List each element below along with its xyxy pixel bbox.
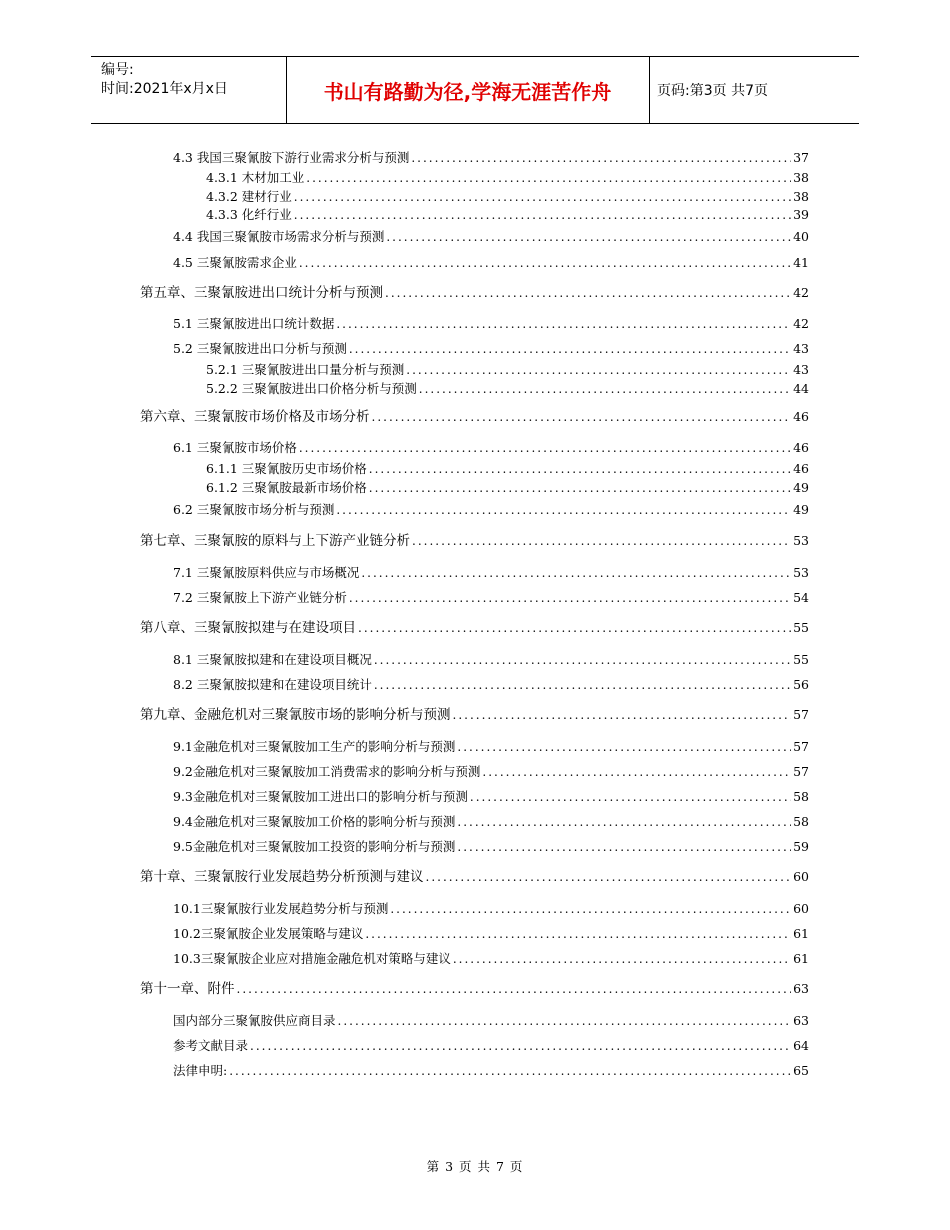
toc-entry-title: 4.4 我国三聚氰胺市场需求分析与预测 (173, 229, 385, 244)
toc-leader-dots (299, 440, 791, 456)
toc-entry-page: 46 (793, 409, 809, 424)
toc-entry-title: 10.3三聚氰胺企业应对措施金融危机对策略与建议 (173, 951, 451, 966)
toc-entry-page: 38 (793, 170, 809, 185)
toc-entry[interactable] (173, 901, 809, 917)
toc-entry-page: 63 (793, 981, 809, 996)
toc-entry-page: 46 (793, 440, 809, 455)
toc-entry-title: 5.2.1 三聚氰胺进出口量分析与预测 (206, 362, 405, 377)
toc-leader-dots (457, 814, 791, 830)
toc-entry[interactable] (173, 839, 809, 855)
toc-leader-dots (237, 981, 792, 997)
toc-entry-page: 41 (793, 255, 809, 270)
toc-chapter-entry[interactable] (140, 981, 809, 997)
toc-entry-page: 63 (793, 1013, 809, 1028)
toc-entry-title: 第六章、三聚氰胺市场价格及市场分析 (140, 409, 370, 425)
toc-leader-dots (365, 926, 791, 942)
toc-entry-title: 4.5 三聚氰胺需求企业 (173, 255, 297, 270)
toc-chapter-entry[interactable] (140, 869, 809, 885)
toc-entry[interactable] (173, 565, 809, 581)
toc-entry-page: 60 (793, 869, 809, 884)
toc-leader-dots (369, 461, 791, 477)
toc-entry-page: 53 (793, 565, 809, 580)
toc-entry-page: 44 (793, 381, 809, 396)
toc-entry-page: 49 (793, 480, 809, 495)
toc-leader-dots (349, 341, 791, 357)
toc-entry-title: 6.1.2 三聚氰胺最新市场价格 (206, 480, 367, 495)
toc-entry-title: 法律申明: (173, 1063, 228, 1078)
toc-entry-title: 第十一章、附件 (140, 981, 235, 997)
toc-entry-page: 37 (793, 150, 809, 165)
toc-entry-page: 38 (793, 189, 809, 204)
toc-entry-page: 54 (793, 590, 809, 605)
toc-entry-title: 5.1 三聚氰胺进出口统计数据 (173, 316, 335, 331)
toc-entry-title: 第八章、三聚氰胺拟建与在建设项目 (140, 620, 356, 636)
toc-leader-dots (406, 362, 791, 378)
toc-entry-title: 5.2.2 三聚氰胺进出口价格分析与预测 (206, 381, 417, 396)
toc-entry-page: 43 (793, 362, 809, 377)
toc-chapter-entry[interactable] (140, 285, 809, 301)
toc-entry-title: 第九章、金融危机对三聚氰胺市场的影响分析与预测 (140, 707, 451, 723)
toc-leader-dots (338, 1013, 792, 1029)
toc-entry[interactable] (173, 652, 809, 668)
toc-entry-title: 6.1.1 三聚氰胺历史市场价格 (206, 461, 367, 476)
toc-entry-title: 9.5金融危机对三聚氰胺加工投资的影响分析与预测 (173, 839, 456, 854)
toc-entry-page: 49 (793, 502, 809, 517)
toc-entry[interactable] (173, 316, 809, 332)
toc-chapter-entry[interactable] (140, 533, 809, 549)
toc-entry[interactable] (173, 789, 809, 805)
toc-chapter-entry[interactable] (140, 620, 809, 636)
toc-entry[interactable] (173, 1063, 809, 1079)
toc-entry[interactable] (173, 1013, 809, 1029)
toc-entry-page: 59 (793, 839, 809, 854)
toc-entry-title: 9.1金融危机对三聚氰胺加工生产的影响分析与预测 (173, 739, 456, 754)
toc-entry-title: 第七章、三聚氰胺的原料与上下游产业链分析 (140, 533, 410, 549)
toc-leader-dots (349, 590, 791, 606)
toc-entry-page: 46 (793, 461, 809, 476)
toc-entry-page: 42 (793, 285, 809, 300)
toc-entry-page: 42 (793, 316, 809, 331)
toc-entry-title: 10.1三聚氰胺行业发展趋势分析与预测 (173, 901, 389, 916)
toc-leader-dots (250, 1038, 791, 1054)
toc-entry-page: 64 (793, 1038, 809, 1053)
toc-entry-page: 65 (793, 1063, 809, 1078)
toc-entry-title: 6.1 三聚氰胺市场价格 (173, 440, 297, 455)
toc-entry[interactable] (206, 461, 809, 477)
toc-entry-title: 9.4金融危机对三聚氰胺加工价格的影响分析与预测 (173, 814, 456, 829)
toc-entry-page: 39 (793, 207, 809, 222)
toc-entry-page: 56 (793, 677, 809, 692)
toc-entry-page: 43 (793, 341, 809, 356)
toc-leader-dots (411, 150, 791, 166)
toc-entry-title: 9.2金融危机对三聚氰胺加工消费需求的影响分析与预测 (173, 764, 481, 779)
toc-entry-title: 参考文献目录 (173, 1038, 249, 1053)
toc-entry-page: 53 (793, 533, 809, 548)
toc-entry-title: 6.2 三聚氰胺市场分析与预测 (173, 502, 335, 517)
toc-leader-dots (390, 901, 791, 917)
toc-entry-page: 57 (793, 707, 809, 722)
toc-leader-dots (453, 707, 792, 723)
document-number-label: 编号: (101, 62, 134, 78)
toc-leader-dots (374, 677, 791, 693)
toc-entry[interactable] (173, 764, 809, 780)
toc-entry-title: 8.2 三聚氰胺拟建和在建设项目统计 (173, 677, 372, 692)
toc-leader-dots (412, 533, 791, 549)
toc-entry[interactable] (173, 739, 809, 755)
toc-entry-title: 第五章、三聚氰胺进出口统计分析与预测 (140, 285, 383, 301)
toc-entry-page: 60 (793, 901, 809, 916)
toc-entry-title: 9.3金融危机对三聚氰胺加工进出口的影响分析与预测 (173, 789, 468, 804)
toc-leader-dots (358, 620, 791, 636)
toc-entry[interactable] (173, 255, 809, 271)
toc-entry[interactable] (173, 926, 809, 942)
toc-entry[interactable] (206, 170, 809, 186)
toc-leader-dots (470, 789, 791, 805)
toc-entry[interactable] (206, 480, 809, 496)
toc-leader-dots (457, 839, 791, 855)
toc-entry-title: 国内部分三聚氰胺供应商目录 (173, 1013, 336, 1028)
toc-leader-dots (457, 739, 791, 755)
toc-entry[interactable] (173, 229, 809, 245)
toc-entry-title: 4.3.1 木材加工业 (206, 170, 305, 185)
toc-entry-page: 61 (793, 926, 809, 941)
toc-entry-page: 57 (793, 739, 809, 754)
toc-entry[interactable] (173, 502, 809, 518)
toc-entry[interactable] (206, 362, 809, 378)
toc-chapter-entry[interactable] (140, 707, 809, 723)
toc-entry[interactable] (173, 677, 809, 693)
toc-entry-title: 5.2 三聚氰胺进出口分析与预测 (173, 341, 347, 356)
toc-leader-dots (374, 652, 791, 668)
toc-leader-dots (336, 502, 791, 518)
toc-entry[interactable] (173, 814, 809, 830)
toc-entry-title: 7.2 三聚氰胺上下游产业链分析 (173, 590, 347, 605)
toc-leader-dots (294, 189, 791, 205)
toc-entry-title: 7.1 三聚氰胺原料供应与市场概况 (173, 565, 360, 580)
toc-entry[interactable] (173, 590, 809, 606)
toc-entry[interactable] (173, 341, 809, 357)
toc-entry[interactable] (206, 207, 809, 223)
toc-leader-dots (372, 409, 792, 425)
toc-leader-dots (369, 480, 791, 496)
toc-entry-page: 40 (793, 229, 809, 244)
toc-entry-page: 57 (793, 764, 809, 779)
toc-leader-dots (385, 285, 791, 301)
toc-leader-dots (294, 207, 791, 223)
toc-leader-dots (361, 565, 791, 581)
toc-leader-dots (453, 951, 791, 967)
toc-leader-dots (306, 170, 791, 186)
header-motto: 书山有路勤为径,学海无涯苦作舟 (323, 79, 612, 104)
toc-entry-title: 10.2三聚氰胺企业发展策略与建议 (173, 926, 364, 941)
toc-leader-dots (482, 764, 791, 780)
toc-chapter-entry[interactable] (140, 409, 809, 425)
header-page-info: 页码:第3页 共7页 (657, 83, 768, 99)
toc-entry[interactable] (173, 150, 809, 166)
toc-entry-title: 4.3.3 化纤行业 (206, 207, 292, 222)
toc-entry[interactable] (173, 1038, 809, 1054)
toc-entry-title: 4.3 我国三聚氰胺下游行业需求分析与预测 (173, 150, 410, 165)
toc-leader-dots (299, 255, 791, 271)
toc-leader-dots (229, 1063, 791, 1079)
toc-entry[interactable] (173, 440, 809, 456)
toc-entry-page: 58 (793, 814, 809, 829)
toc-entry[interactable] (206, 381, 809, 397)
toc-entry-title: 8.1 三聚氰胺拟建和在建设项目概况 (173, 652, 372, 667)
toc-entry-title: 第十章、三聚氰胺行业发展趋势分析预测与建议 (140, 869, 424, 885)
toc-leader-dots (336, 316, 791, 332)
toc-leader-dots (386, 229, 791, 245)
page-footer: 第 3 页 共 7 页 (426, 1159, 524, 1174)
toc-leader-dots (426, 869, 792, 885)
toc-entry-page: 61 (793, 951, 809, 966)
document-time-label: 时间:2021年x月x日 (101, 81, 228, 97)
toc-entry-title: 4.3.2 建材行业 (206, 189, 292, 204)
toc-entry[interactable] (173, 951, 809, 967)
toc-entry[interactable] (206, 189, 809, 205)
toc-entry-page: 55 (793, 620, 809, 635)
toc-entry-page: 58 (793, 789, 809, 804)
toc-entry-page: 55 (793, 652, 809, 667)
toc-leader-dots (419, 381, 791, 397)
